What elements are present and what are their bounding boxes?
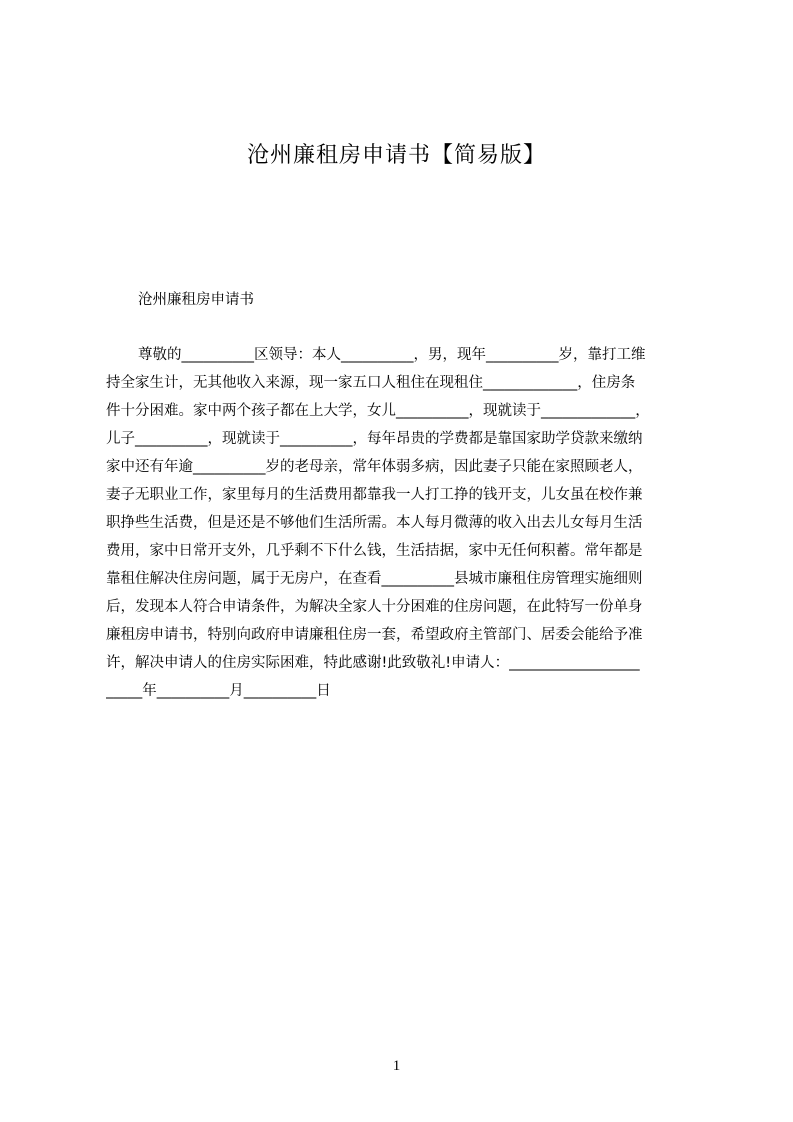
body-line: 家中还有年逾__________岁的老母亲，常年体弱多病，因此妻子只能在家照顾老人，: [106, 459, 643, 475]
body-line: 尊敬的__________区领导：本人__________，男，现年__________岁，靠打工维: [138, 347, 646, 363]
body-line: 持全家生计，无其他收入来源，现一家五口人租住在现租住_____________，住房条: [106, 375, 636, 391]
document-subtitle: 沧州廉租房申请书: [138, 292, 254, 308]
body-line: 靠租住解决住房问题，属于无房户，在查看__________县城市廉租住房管理实施细则: [106, 571, 643, 587]
page-number: 1: [392, 1058, 401, 1074]
body-line: 后，发现本人符合申请条件，为解决全家人十分困难的住房问题，在此特写一份单身: [106, 599, 643, 615]
body-line: 职挣些生活费，但是还是不够他们生活所需。本人每月微薄的收入出去儿女每月生活: [106, 515, 643, 531]
body-line: 费用，家中日常开支外，几乎剩不下什么钱，生活拮据，家中无任何积蓄。常年都是: [106, 543, 643, 559]
document-title: 沧州廉租房申请书【简易版】: [246, 143, 546, 168]
body-line: 许，解决申请人的住房实际困难，特此感谢!此致敬礼!申请人：__________________: [106, 655, 640, 671]
body-line: 妻子无职业工作，家里每月的生活费用都靠我一人打工挣的钱开支，儿女虽在校作兼: [106, 487, 643, 503]
body-line: 件十分困难。家中两个孩子都在上大学，女儿__________，现就读于_____________，: [106, 403, 650, 419]
body-line: _____年__________月__________日: [106, 683, 331, 699]
body-line: 儿子__________，现就读于__________，每年昂贵的学费都是靠国家助学贷款来缴纳: [106, 431, 643, 447]
body-line: 廉租房申请书，特别向政府申请廉租住房一套，希望政府主管部门、居委会能给予准: [106, 627, 643, 643]
